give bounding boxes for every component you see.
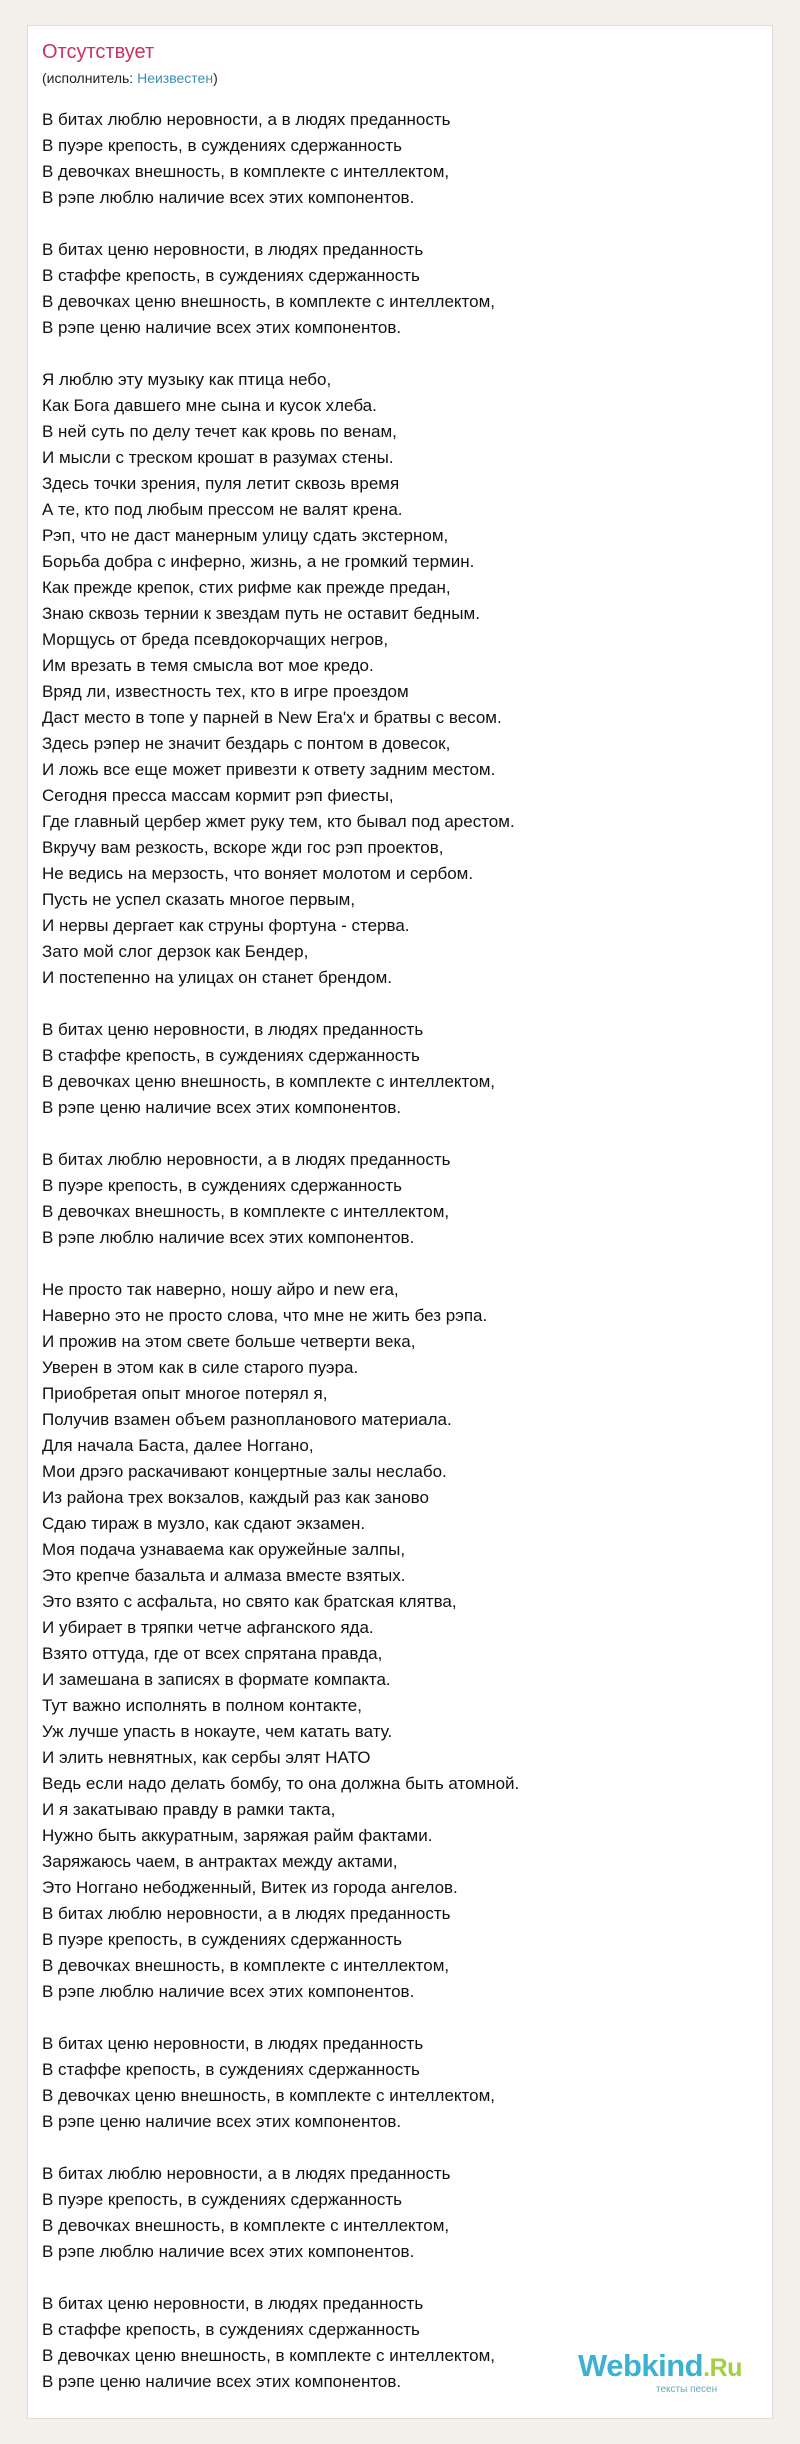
lyric-line: Вкручу вам резкость, вскоре жди гос рэп проектов,	[42, 838, 444, 857]
lyric-line: Получив взамен объем разнопланового материала.	[42, 1410, 452, 1429]
lyric-line: Здесь точки зрения, пуля летит сквозь время	[42, 474, 400, 493]
lyric-line: В девочках внешность, в комплекте с интеллектом,	[42, 1202, 450, 1221]
lyric-line: В битах люблю неровности, а в людях преданность	[42, 1904, 451, 1923]
lyric-line: И ложь все еще может привезти к ответу задним местом.	[42, 760, 496, 779]
lyric-line: В девочках ценю внешность, в комплекте с интеллектом,	[42, 292, 495, 311]
lyric-line: И нервы дергает как струны фортуна - стерва.	[42, 916, 410, 935]
lyric-line: В рэпе ценю наличие всех этих компонентов.	[42, 318, 402, 337]
lyric-line: Не просто так наверно, ношу айро и new era,	[42, 1280, 399, 1299]
lyric-line: Вряд ли, известность тех, кто в игре проездом	[42, 682, 409, 701]
lyric-line: В девочках внешность, в комплекте с интеллектом,	[42, 2216, 450, 2235]
artist-prefix: (исполнитель:	[42, 70, 138, 86]
lyric-line: Борьба добра с инферно, жизнь, а не громкий термин.	[42, 552, 475, 571]
lyric-line: В рэпе люблю наличие всех этих компонентов.	[42, 188, 415, 207]
lyric-line: Наверно это не просто слова, что мне не жить без рэпа.	[42, 1306, 488, 1325]
lyric-line: Я люблю эту музыку как птица небо,	[42, 370, 332, 389]
lyric-line: Приобретая опыт многое потерял я,	[42, 1384, 328, 1403]
lyric-line: Мои дрэго раскачивают концертные залы неслабо.	[42, 1462, 447, 1481]
lyric-line: Это крепче базальта и алмаза вместе взятых.	[42, 1566, 406, 1585]
lyric-line: Для начала Баста, далее Ноггано,	[42, 1436, 314, 1455]
lyric-line: Сегодня пресса массам кормит рэп фиесты,	[42, 786, 394, 805]
lyric-line: Моя подача узнаваема как оружейные залпы,	[42, 1540, 406, 1559]
lyric-line: В пуэре крепость, в суждениях сдержанность	[42, 1930, 403, 1949]
lyric-line: В рэпе ценю наличие всех этих компонентов.	[42, 1098, 402, 1117]
lyric-line: В битах ценю неровности, в людях преданность	[42, 2034, 424, 2053]
lyric-line: В пуэре крепость, в суждениях сдержанность	[42, 2190, 403, 2209]
stanza-break	[42, 2005, 762, 2031]
stanza-break	[42, 1121, 762, 1147]
lyric-line: В стаффе крепость, в суждениях сдержанность	[42, 1046, 420, 1065]
lyric-line: И прожив на этом свете больше четверти века,	[42, 1332, 416, 1351]
artist-link[interactable]: Неизвестен	[137, 70, 214, 86]
webkind-logo[interactable]	[578, 2350, 756, 2400]
lyric-line: В рэпе люблю наличие всех этих компонентов.	[42, 2242, 415, 2261]
lyric-line: Нужно быть аккуратным, заряжая райм фактами.	[42, 1826, 433, 1845]
lyric-line: Уверен в этом как в силе старого пуэра.	[42, 1358, 359, 1377]
stanza-break	[42, 211, 762, 237]
lyric-line: Взято оттуда, где от всех спрятана правда,	[42, 1644, 383, 1663]
logo-kind: kind	[641, 2348, 704, 2383]
song-title: Отсутствует	[42, 41, 155, 63]
lyric-line: Знаю сквозь тернии к звездам путь не оставит бедным.	[42, 604, 480, 623]
lyric-line: Не ведись на мерзость, что воняет молотом и сербом.	[42, 864, 474, 883]
stanza-break	[42, 341, 762, 367]
lyric-line: И замешана в записях в формате компакта.	[42, 1670, 391, 1689]
lyric-line: И мысли с треском крошат в разумах стены.	[42, 448, 394, 467]
lyric-line: Зато мой слог дерзок как Бендер,	[42, 942, 309, 961]
lyric-line: Им врезать в темя смысла вот мое кредо.	[42, 656, 374, 675]
lyric-line: Рэп, что не даст манерным улицу сдать экстерном,	[42, 526, 449, 545]
lyric-line: И убирает в тряпки четче афганского яда.	[42, 1618, 374, 1637]
lyric-line: В девочках ценю внешность, в комплекте с интеллектом,	[42, 2346, 495, 2365]
lyric-line: Как Бога давшего мне сына и кусок хлеба.	[42, 396, 377, 415]
lyric-line: В стаффе крепость, в суждениях сдержанность	[42, 2060, 420, 2079]
lyric-line: И постепенно на улицах он станет брендом.	[42, 968, 393, 987]
lyric-line: В стаффе крепость, в суждениях сдержанность	[42, 2320, 420, 2339]
lyric-line: В пуэре крепость, в суждениях сдержанность	[42, 136, 403, 155]
lyric-line: В битах люблю неровности, а в людях преданность	[42, 1150, 451, 1169]
lyric-line: Тут важно исполнять в полном контакте,	[42, 1696, 362, 1715]
lyric-line: В битах люблю неровности, а в людях преданность	[42, 110, 451, 129]
lyric-line: В битах ценю неровности, в людях преданность	[42, 1020, 424, 1039]
stanza-break	[42, 1251, 762, 1277]
lyrics-text	[42, 107, 762, 2395]
lyric-line: Пусть не успел сказать многое первым,	[42, 890, 356, 909]
lyrics-card	[27, 25, 773, 2419]
lyric-line: В рэпе ценю наличие всех этих компонентов.	[42, 2112, 402, 2131]
lyric-line: Морщусь от бреда псевдокорчащих негров,	[42, 630, 389, 649]
lyric-line: А те, кто под любым прессом не валят крена.	[42, 500, 403, 519]
lyric-line: В битах ценю неровности, в людях преданность	[42, 240, 424, 259]
lyric-line: Как прежде крепок, стих рифме как прежде предан,	[42, 578, 451, 597]
lyric-line: Здесь рэпер не значит бездарь с понтом в довесок,	[42, 734, 451, 753]
lyric-line: В битах люблю неровности, а в людях преданность	[42, 2164, 451, 2183]
lyric-line: Ведь если надо делать бомбу, то она должна быть атомной.	[42, 1774, 520, 1793]
lyric-line: И я закатываю правду в рамки такта,	[42, 1800, 336, 1819]
lyric-line: Уж лучше упасть в нокауте, чем катать вату.	[42, 1722, 393, 1741]
lyric-line: В рэпе ценю наличие всех этих компонентов.	[42, 2372, 402, 2391]
stanza-break	[42, 991, 762, 1017]
lyric-line: В ней суть по делу течет как кровь по венам,	[42, 422, 397, 441]
lyric-line: В рэпе люблю наличие всех этих компонентов.	[42, 1982, 415, 2001]
logo-tld: .Ru	[703, 2354, 742, 2382]
logo-tagline: тексты песен	[656, 2384, 718, 2395]
lyric-line: Из района трех вокзалов, каждый раз как заново	[42, 1488, 429, 1507]
logo-wordmark	[578, 2350, 756, 2384]
lyric-line: В девочках внешность, в комплекте с интеллектом,	[42, 1956, 450, 1975]
lyric-line: В девочках ценю внешность, в комплекте с интеллектом,	[42, 2086, 495, 2105]
artist-suffix: )	[213, 70, 218, 86]
logo-web: Web	[578, 2348, 642, 2383]
lyric-line: В девочках ценю внешность, в комплекте с интеллектом,	[42, 1072, 495, 1091]
lyric-line: Заряжаюсь чаем, в антрактах между актами,	[42, 1852, 398, 1871]
lyric-line: Даст место в топе у парней в New Era'х и братвы с весом.	[42, 708, 502, 727]
artist-line	[42, 69, 218, 87]
lyric-line: В битах ценю неровности, в людях преданность	[42, 2294, 424, 2313]
stanza-break	[42, 2265, 762, 2291]
lyric-line: И элить невнятных, как сербы элят НАТО	[42, 1748, 371, 1767]
lyric-line: В пуэре крепость, в суждениях сдержанность	[42, 1176, 403, 1195]
lyric-line: В рэпе люблю наличие всех этих компонентов.	[42, 1228, 415, 1247]
lyric-line: Это взято с асфальта, но свято как братская клятва,	[42, 1592, 457, 1611]
lyric-line: В стаффе крепость, в суждениях сдержанность	[42, 266, 420, 285]
lyric-line: Где главный цербер жмет руку тем, кто бывал под арестом.	[42, 812, 515, 831]
stanza-break	[42, 2135, 762, 2161]
lyric-line: Это Ноггано небодженный, Витек из города ангелов.	[42, 1878, 458, 1897]
lyric-line: Сдаю тираж в музло, как сдают экзамен.	[42, 1514, 366, 1533]
lyric-line: В девочках внешность, в комплекте с интеллектом,	[42, 162, 450, 181]
